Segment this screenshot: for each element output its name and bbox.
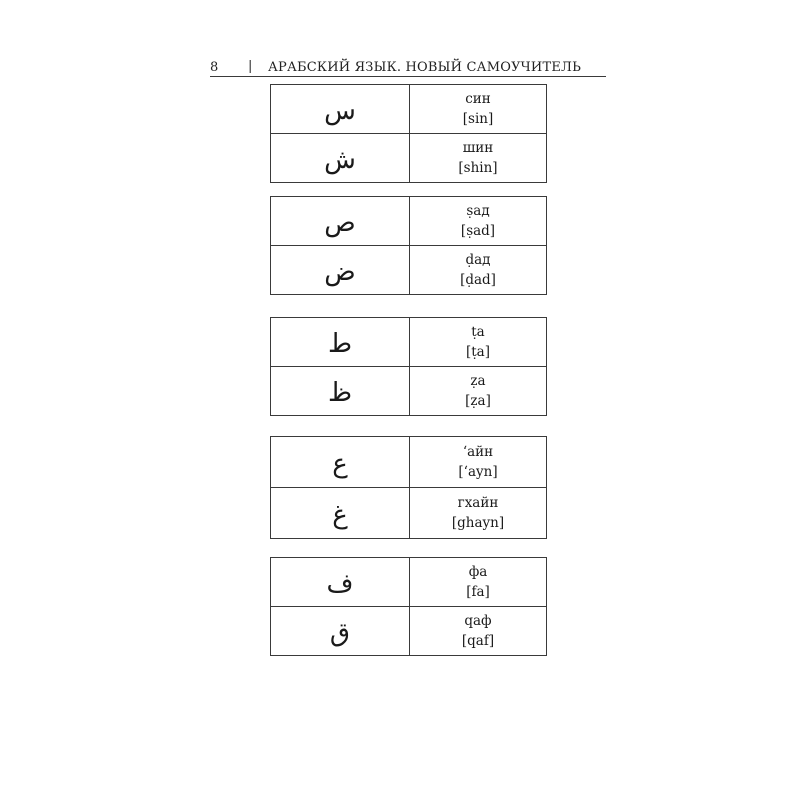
- table-row: [271, 606, 546, 655]
- letter-name-cell: [410, 558, 546, 606]
- arabic-letter: ض: [271, 246, 410, 294]
- arabic-letter: ش: [271, 134, 410, 182]
- letter-transliteration: [qaf]: [461, 633, 495, 649]
- table-row: [271, 437, 546, 487]
- header-rule: [210, 76, 606, 77]
- arabic-letter: غ: [271, 488, 410, 538]
- letter-table: [270, 84, 547, 183]
- letter-transliteration: [ghayn]: [451, 515, 505, 531]
- letter-name: ṭа: [471, 324, 485, 340]
- letter-name: ḍад: [465, 252, 491, 268]
- letter-transliteration: [fa]: [466, 584, 490, 600]
- letter-name: шин: [462, 140, 494, 156]
- letter-table: [270, 557, 547, 656]
- arabic-letter: ع: [271, 437, 410, 487]
- letter-name: фа: [468, 564, 488, 580]
- running-title: АРАБСКИЙ ЯЗЫК. НОВЫЙ САМОУЧИТЕЛЬ: [268, 60, 582, 75]
- table-row: [271, 318, 546, 366]
- letter-name-cell: [410, 246, 546, 294]
- letter-name: ṣад: [466, 203, 490, 219]
- letter-transliteration: [shin]: [458, 160, 498, 176]
- arabic-letter: ظ: [271, 367, 410, 415]
- table-row: [271, 197, 546, 245]
- table-row: [271, 85, 546, 133]
- header-separator: |: [248, 59, 253, 74]
- table-row: [271, 133, 546, 182]
- table-row: [271, 487, 546, 538]
- letter-name-cell: [410, 134, 546, 182]
- letter-transliteration: [ʻayn]: [458, 464, 498, 480]
- letter-transliteration: [ḍad]: [460, 272, 496, 288]
- letter-transliteration: [sin]: [462, 111, 494, 127]
- arabic-letter: ف: [271, 558, 410, 606]
- letter-name: ẓа: [470, 373, 486, 389]
- arabic-letter: س: [271, 85, 410, 133]
- letter-name: син: [465, 91, 491, 107]
- letter-transliteration: [ẓa]: [465, 393, 491, 409]
- letter-name-cell: [410, 197, 546, 245]
- letter-name-cell: [410, 607, 546, 655]
- letter-name-cell: [410, 85, 546, 133]
- arabic-letter: ق: [271, 607, 410, 655]
- letter-name: ʻайн: [462, 444, 494, 460]
- letter-name: гхайн: [457, 495, 499, 511]
- arabic-letter: ط: [271, 318, 410, 366]
- table-row: [271, 366, 546, 415]
- letter-transliteration: [ṭa]: [465, 344, 490, 360]
- letter-transliteration: [ṣad]: [460, 223, 496, 239]
- page-number: 8: [210, 60, 219, 75]
- letter-name-cell: [410, 437, 546, 487]
- letter-name-cell: [410, 367, 546, 415]
- letter-name: qаф: [464, 613, 492, 629]
- letter-name-cell: [410, 318, 546, 366]
- letter-table: [270, 196, 547, 295]
- letter-table: [270, 436, 547, 539]
- letter-name-cell: [410, 488, 546, 538]
- letter-table: [270, 317, 547, 416]
- arabic-letter: ص: [271, 197, 410, 245]
- table-row: [271, 558, 546, 606]
- table-row: [271, 245, 546, 294]
